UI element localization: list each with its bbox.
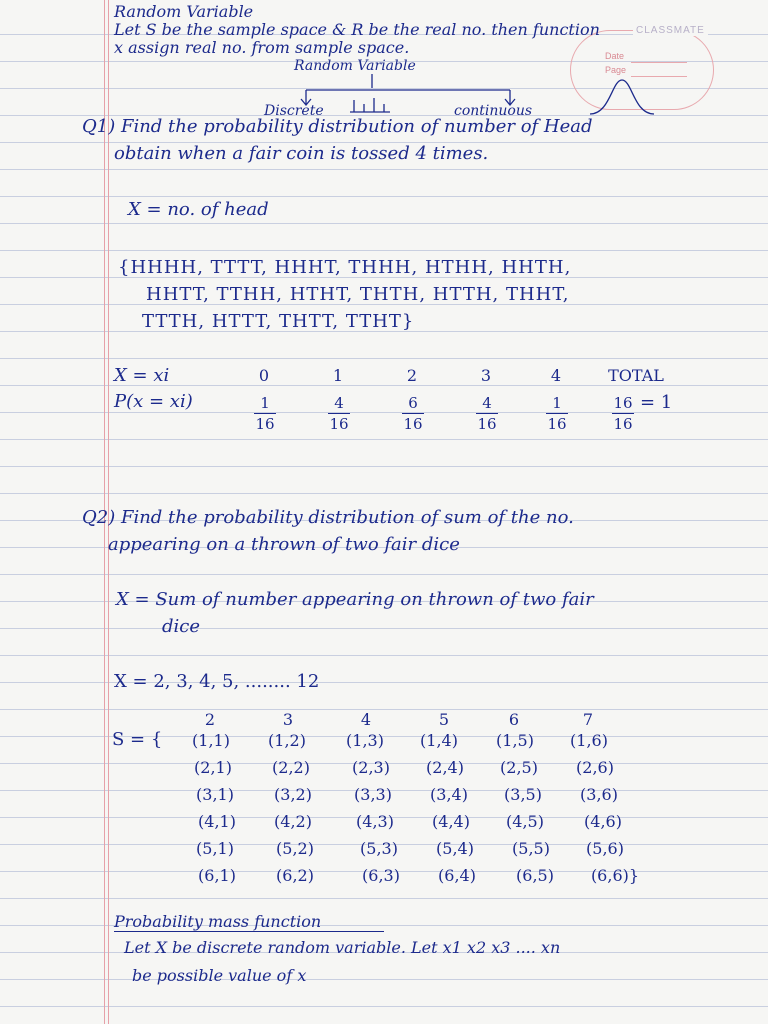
q1-p-numerator: 1: [260, 394, 270, 412]
dice-outcome: (3,3): [354, 785, 392, 804]
dice-outcome: (5,6): [586, 839, 624, 858]
dice-outcome: (3,2): [274, 785, 312, 804]
dice-outcome: (3,5): [504, 785, 542, 804]
q1-p-numerator: 4: [482, 394, 492, 412]
q2-question-line1: Q2) Find the probability distribution of sum of the no.: [82, 507, 574, 528]
q1-row-x-label: X = xi: [114, 365, 170, 386]
stamp-date-line: [631, 62, 687, 63]
q1-random-variable-definition: X = no. of head: [128, 199, 269, 220]
q2-question-line2: appearing on a thrown of two fair dice: [108, 534, 460, 555]
q1-x-value: 1: [332, 366, 344, 385]
dice-outcome: (1,5): [496, 731, 534, 750]
fraction-bar: [402, 413, 424, 414]
dice-outcome: (1,3): [346, 731, 384, 750]
dice-outcome: (2,3): [352, 758, 390, 777]
dice-outcome: (5,5): [512, 839, 550, 858]
stamp-page-label: Page: [605, 65, 627, 75]
dice-outcome: (2,6): [576, 758, 614, 777]
q2-random-variable-definition-line1: X = Sum of number appearing on thrown of two fair: [116, 589, 594, 610]
q1-p-numerator: 16: [613, 394, 633, 412]
fraction-bar: [476, 413, 498, 414]
q1-p-numerator: 1: [552, 394, 562, 412]
dice-outcome: (4,2): [274, 812, 312, 831]
dice-outcome: (2,5): [500, 758, 538, 777]
dice-outcome: (6,3): [362, 866, 400, 885]
q2-random-variable-definition-line2: dice: [162, 616, 201, 637]
q1-p-denominator: 16: [403, 415, 423, 433]
header-definition-line1: Let S be the sample space & R be the real no. then function: [114, 20, 600, 39]
q1-p-numerator: 6: [408, 394, 418, 412]
dice-outcome: (4,5): [506, 812, 544, 831]
dice-outcome: (3,6): [580, 785, 618, 804]
dice-outcome: (4,6): [584, 812, 622, 831]
dice-outcome: (1,1): [192, 731, 230, 750]
stamp-brand: CLASSMATE: [633, 25, 708, 36]
q1-sample-space-line2: HHTT, TTHH, HTHT, THTH, HTTH, THHT,: [146, 284, 570, 305]
dice-outcome: (1,2): [268, 731, 306, 750]
stamp-date-label: Date: [605, 51, 625, 61]
q1-x-value: 0: [258, 366, 270, 385]
fraction-bar: [254, 413, 276, 414]
q2-sum-label: 3: [282, 710, 294, 729]
q1-sample-space-line1: {HHHH, TTTT, HHHT, THHH, HTHH, HHTH,: [118, 257, 572, 278]
q1-row-p-label: P(x = xi): [114, 391, 193, 412]
q2-x-range: X = 2, 3, 4, 5, ........ 12: [114, 671, 320, 692]
dice-outcome: (6,6)}: [590, 866, 640, 885]
continuous-label: continuous: [454, 103, 533, 119]
header-title: Random Variable: [114, 2, 254, 21]
random-variable-label: Random Variable: [294, 58, 416, 74]
dice-outcome: (1,4): [420, 731, 458, 750]
dice-outcome: (6,1): [198, 866, 236, 885]
q1-x-value: 4: [550, 366, 562, 385]
dice-outcome: (4,4): [432, 812, 470, 831]
q1-total-equals: = 1: [640, 392, 673, 413]
q1-sample-space-line3: TTTH, HTTT, THTT, TTHT}: [142, 311, 415, 332]
q2-sum-label: 6: [508, 710, 520, 729]
q1-p-denominator: 16: [547, 415, 567, 433]
dice-outcome: (6,5): [516, 866, 554, 885]
fraction-bar: [546, 413, 568, 414]
q1-question-line1: Q1) Find the probability distribution of number of Head: [82, 116, 593, 137]
q1-p-denominator: 16: [329, 415, 349, 433]
dice-outcome: (5,1): [196, 839, 234, 858]
dice-outcome: (2,1): [194, 758, 232, 777]
q1-x-value: 3: [480, 366, 492, 385]
q1-p-denominator: 16: [477, 415, 497, 433]
q2-sum-label: 4: [360, 710, 372, 729]
pmf-title-underline: [114, 931, 384, 932]
pmf-definition-line1: Let X be discrete random variable. Let x1 x2 x3 .... xn: [124, 938, 561, 957]
dice-outcome: (5,4): [436, 839, 474, 858]
q1-x-value: 2: [406, 366, 418, 385]
pmf-definition-line2: be possible value of x: [132, 966, 307, 985]
dice-outcome: (1,6): [570, 731, 608, 750]
q2-sum-label: 2: [204, 710, 216, 729]
q1-total-label: TOTAL: [608, 366, 664, 385]
header-definition-line2: x assign real no. from sample space.: [114, 38, 410, 57]
dice-outcome: (6,2): [276, 866, 314, 885]
dice-outcome: (5,3): [360, 839, 398, 858]
dice-outcome: (4,1): [198, 812, 236, 831]
fraction-bar: [328, 413, 350, 414]
q1-p-denominator: 16: [613, 415, 633, 433]
dice-outcome: (5,2): [276, 839, 314, 858]
q2-sum-label: 5: [438, 710, 450, 729]
q1-question-line2: obtain when a fair coin is tossed 4 times.: [114, 143, 489, 164]
discrete-label: Discrete: [264, 103, 324, 119]
dice-outcome: (3,4): [430, 785, 468, 804]
dice-outcome: (4,3): [356, 812, 394, 831]
q2-sample-space-prefix: S = {: [112, 729, 163, 750]
dice-outcome: (6,4): [438, 866, 476, 885]
dice-outcome: (2,2): [272, 758, 310, 777]
dice-outcome: (3,1): [196, 785, 234, 804]
dice-outcome: (2,4): [426, 758, 464, 777]
fraction-bar: [612, 413, 634, 414]
q1-p-numerator: 4: [334, 394, 344, 412]
q2-sum-label: 7: [582, 710, 594, 729]
pmf-title: Probability mass function: [114, 912, 322, 931]
q1-p-denominator: 16: [255, 415, 275, 433]
